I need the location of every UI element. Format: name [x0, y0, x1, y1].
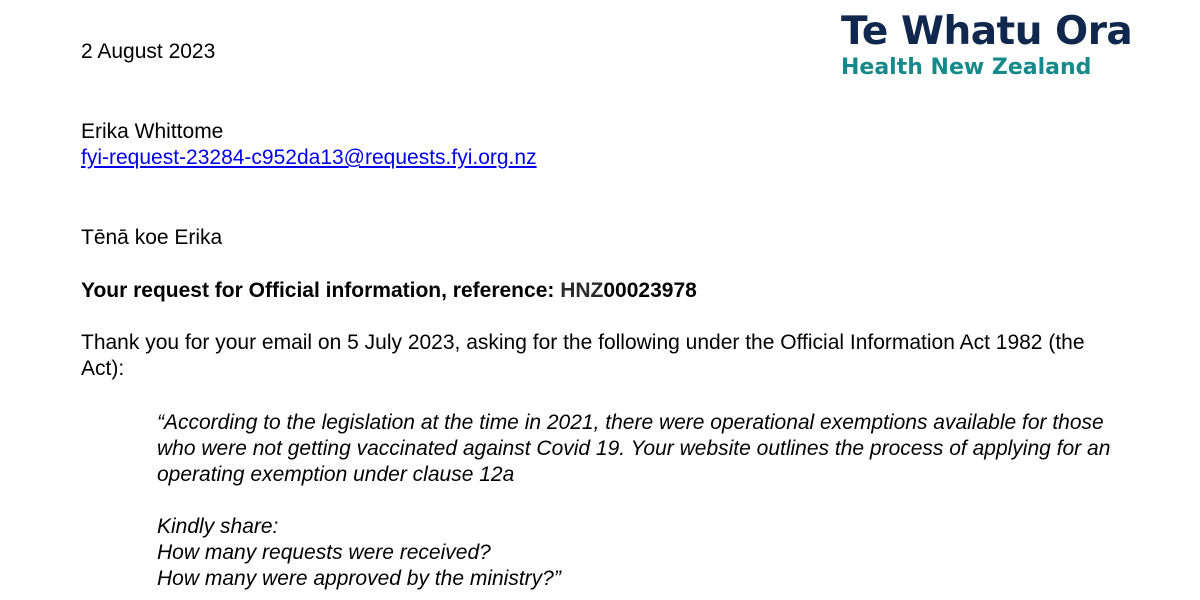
quote-paragraph: “According to the legislation at the time in 2021, there were operational exemptions available for those who were not getting vaccinated against Covid 19. Your website outlines the process of applying for an operating exemption under clause 12a	[157, 411, 1111, 486]
logo-subtitle: Health New Zealand	[841, 55, 1092, 80]
quote-line-approved: How many were approved by the ministry?”	[157, 567, 561, 590]
logo-name: Te Whatu Ora	[841, 9, 1133, 54]
letter-date: 2 August 2023	[81, 40, 216, 63]
te-whatu-ora-logo	[841, 8, 1161, 82]
quote-spacer	[157, 488, 1147, 514]
quote-line-requests-received: How many requests were received?	[157, 541, 491, 564]
reference-letters: HNZ	[560, 279, 604, 302]
subject-line	[81, 278, 697, 304]
greeting: Tēnā koe Erika	[81, 226, 223, 249]
subject-prefix: Your request for Official information, reference:	[81, 279, 561, 302]
recipient-email-link[interactable]: fyi-request-23284-c952da13@requests.fyi.org.nz	[81, 146, 537, 169]
reference-number: 00023978	[603, 279, 697, 302]
quoted-request	[157, 410, 1147, 592]
body-paragraph: Thank you for your email on 5 July 2023, asking for the following under the Official Information Act 1982 (the Act):	[81, 331, 1085, 380]
quote-line-kindly-share: Kindly share:	[157, 515, 279, 538]
recipient-name: Erika Whittome	[81, 120, 224, 143]
